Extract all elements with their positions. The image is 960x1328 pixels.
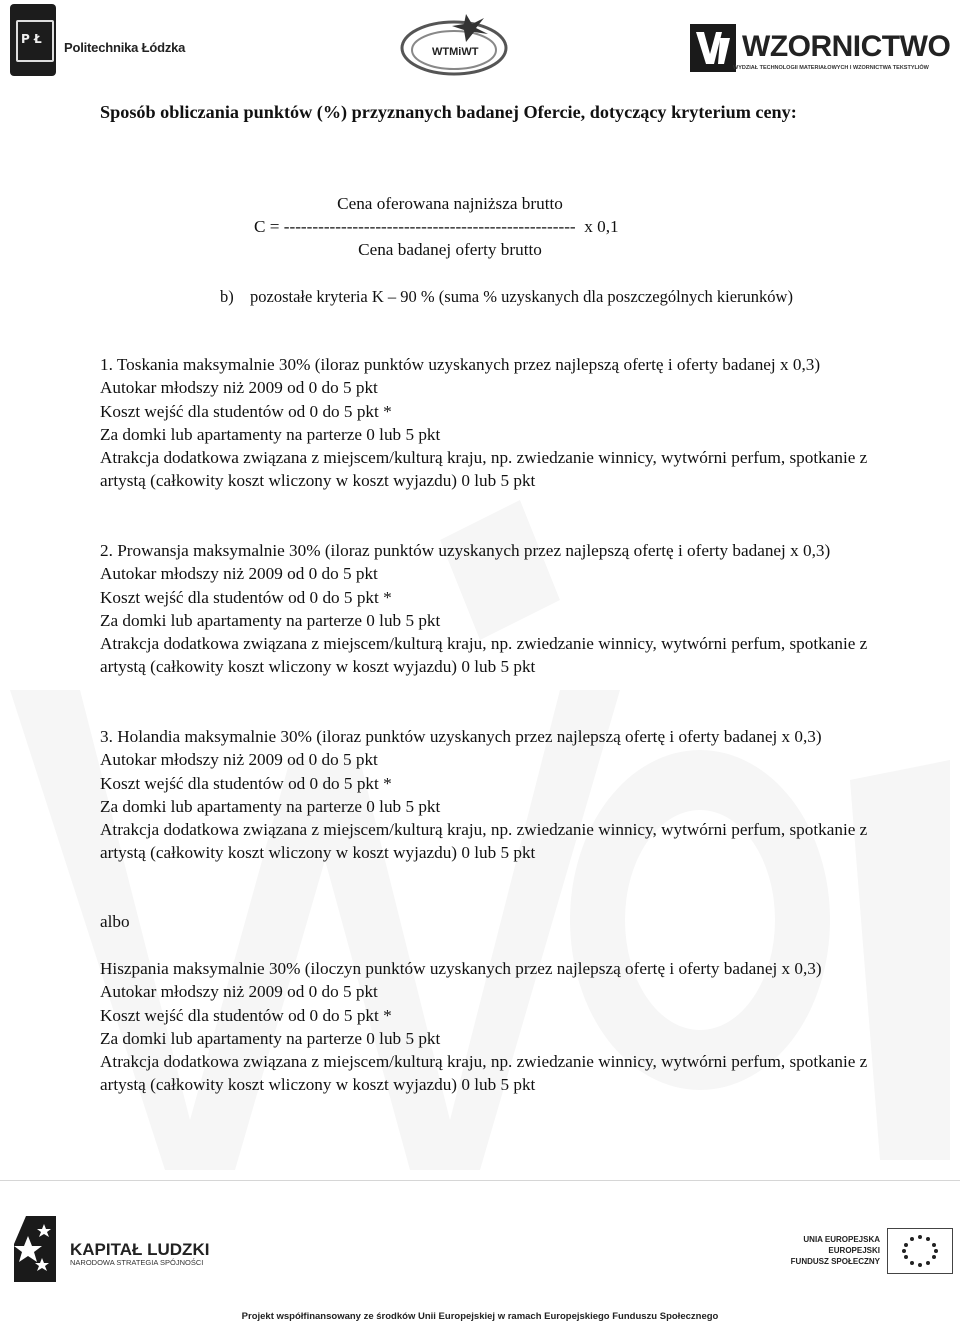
criterion-line: Autokar młodszy niż 2009 od 0 do 5 pkt xyxy=(100,564,378,584)
section-hiszpania xyxy=(100,957,880,1097)
criterion-line: Atrakcja dodatkowa związana z miejscem/kulturą kraju, np. zwiedzanie winnicy, wytwórni perfum, spotkanie z artystą (całkowity koszt wliczony w koszt wyjazdu) 0 lub 5 pkt xyxy=(100,820,868,863)
criterion-line: Atrakcja dodatkowa związana z miejscem/kulturą kraju, np. zwiedzanie winnicy, wytwórni perfum, spotkanie z artystą (całkowity koszt wliczony w koszt wyjazdu) 0 lub 5 pkt xyxy=(100,1052,868,1095)
footer-divider xyxy=(0,1180,960,1181)
eu-label-line: EUROPEJSKI xyxy=(828,1246,880,1255)
wzornictwo-mark xyxy=(690,24,736,72)
criterion-line: Koszt wejść dla studentów od 0 do 5 pkt * xyxy=(100,587,392,607)
criterion-line: Za domki lub apartamenty na parterze 0 lub 5 pkt xyxy=(100,1028,441,1048)
eu-label xyxy=(770,1234,880,1267)
criterion-line: Koszt wejść dla studentów od 0 do 5 pkt * xyxy=(100,401,392,421)
price-formula xyxy=(240,192,660,261)
section-prowansja xyxy=(100,539,880,679)
kapital-ludzki-name: KAPITAŁ LUDZKI xyxy=(70,1240,210,1259)
criterion-b-text: pozostałe kryteria K – 90 % (suma % uzyskanych dla poszczególnych kierunków) xyxy=(250,287,793,306)
kapital-ludzki-subtitle: NARODOWA STRATEGIA SPÓJNOŚCI xyxy=(70,1258,204,1267)
section-toskania xyxy=(100,353,880,493)
section-title: 3. Holandia maksymalnie 30% (iloraz punktów uzyskanych przez najlepszą ofertę i oferty badanej x 0,3) xyxy=(100,727,822,746)
politechnika-logo xyxy=(10,4,56,76)
section-heading: Sposób obliczania punktów (%) przyznanych badanej Ofercie, dotyczący kryterium ceny: xyxy=(100,102,797,122)
politechnika-name: Politechnika Łódzka xyxy=(64,40,186,55)
eu-label-line: FUNDUSZ SPOŁECZNY xyxy=(790,1257,880,1266)
criterion-line: Atrakcja dodatkowa związana z miejscem/kulturą kraju, np. zwiedzanie winnicy, wytwórni perfum, spotkanie z artystą (całkowity koszt wliczony w koszt wyjazdu) 0 lub 5 pkt xyxy=(100,634,868,677)
page-header xyxy=(0,0,960,90)
formula-line: C = --------------------------------------------------- x 0,1 xyxy=(254,217,619,236)
wzornictwo-name: WZORNICTWO xyxy=(742,30,951,63)
formula-numerator: Cena oferowana najniższa brutto xyxy=(337,194,563,213)
section-title: 2. Prowansja maksymalnie 30% (iloraz punktów uzyskanych przez najlepszą ofertę i oferty badanej x 0,3) xyxy=(100,541,831,560)
eu-flag-icon xyxy=(887,1228,953,1274)
criterion-line: Autokar młodszy niż 2009 od 0 do 5 pkt xyxy=(100,378,378,398)
wtmiwt-text: WTMiWT xyxy=(432,46,479,58)
criterion-b xyxy=(220,286,860,308)
criterion-line: Za domki lub apartamenty na parterze 0 lub 5 pkt xyxy=(100,610,441,630)
funding-note: Projekt współfinansowany ze środków Unii Europejskiej w ramach Europejskiego Funduszu Społecznego xyxy=(241,1311,719,1322)
criterion-line: Za domki lub apartamenty na parterze 0 lub 5 pkt xyxy=(100,796,441,816)
criterion-line: Za domki lub apartamenty na parterze 0 lub 5 pkt xyxy=(100,424,441,444)
eu-label-line: UNIA EUROPEJSKA xyxy=(803,1235,880,1244)
kapital-ludzki-logo xyxy=(12,1214,58,1284)
wtmiwt-logo xyxy=(396,8,514,82)
section-title: 1. Toskania maksymalnie 30% (iloraz punktów uzyskanych przez najlepszą ofertę i oferty badanej x 0,3) xyxy=(100,355,821,374)
criterion-line: Autokar młodszy niż 2009 od 0 do 5 pkt xyxy=(100,982,378,1002)
alternative-marker: albo xyxy=(100,912,130,931)
section-holandia xyxy=(100,725,880,865)
section-title: Hiszpania maksymalnie 30% (iloczyn punktów uzyskanych przez najlepszą ofertę i oferty badanej x 0,3) xyxy=(100,959,822,978)
criterion-line: Koszt wejść dla studentów od 0 do 5 pkt * xyxy=(100,773,392,793)
criterion-line: Koszt wejść dla studentów od 0 do 5 pkt * xyxy=(100,1005,392,1025)
criterion-line: Atrakcja dodatkowa związana z miejscem/kulturą kraju, np. zwiedzanie winnicy, wytwórni perfum, spotkanie z artystą (całkowity koszt wliczony w koszt wyjazdu) 0 lub 5 pkt xyxy=(100,448,868,491)
formula-denominator: Cena badanej oferty brutto xyxy=(358,240,542,259)
wzornictwo-subtitle: WYDZIAŁ TECHNOLOGII MATERIAŁOWYCH I WZORNICTWA TEKSTYLIÓW xyxy=(733,65,929,71)
criterion-b-marker: b) xyxy=(220,287,234,306)
criterion-line: Autokar młodszy niż 2009 od 0 do 5 pkt xyxy=(100,750,378,770)
